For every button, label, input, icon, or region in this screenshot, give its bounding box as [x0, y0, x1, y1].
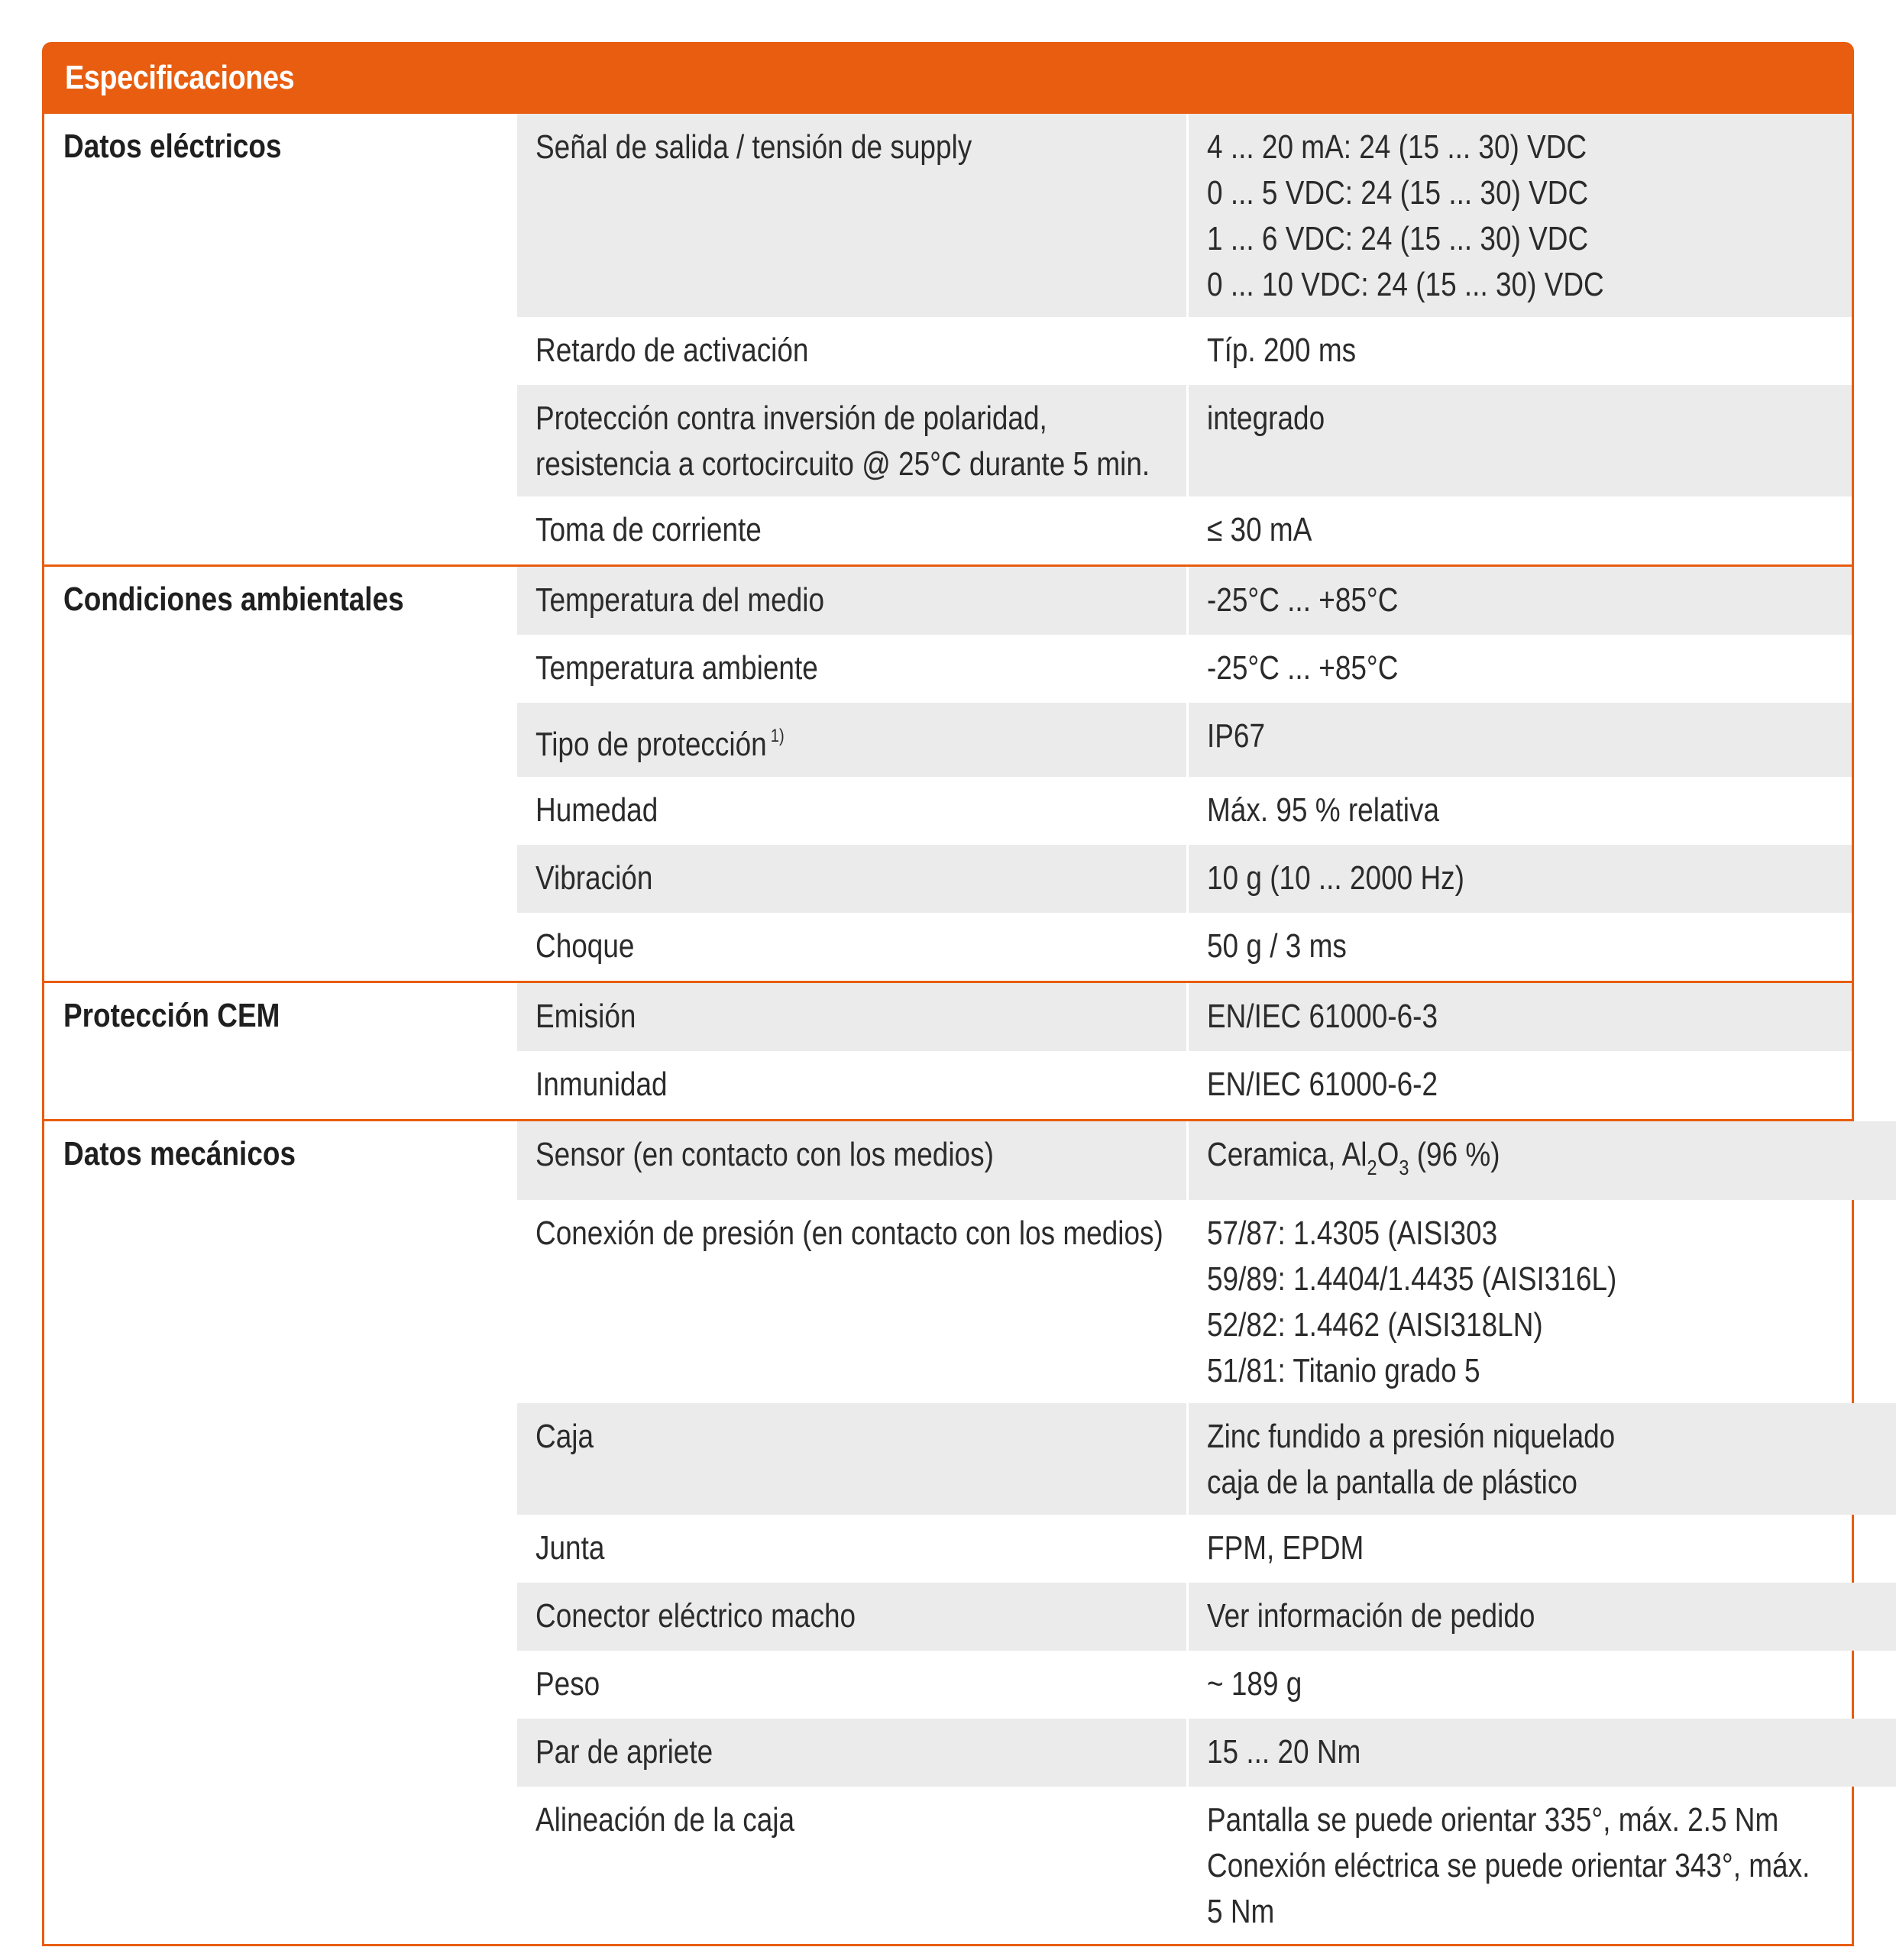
spec-label-text: Retardo de activación — [535, 332, 809, 369]
spec-label-text: Conexión de presión (en contacto con los medios) — [535, 1214, 1163, 1252]
spec-value-line: Típ. 200 ms — [1207, 332, 1357, 369]
subscript-text: 2 — [1367, 1156, 1377, 1179]
spec-value-line: 59/89: 1.4404/1.4435 (AISI316L) — [1207, 1260, 1617, 1298]
spec-value-text: Ceramica, Al — [1207, 1136, 1367, 1173]
spec-label-line — [535, 855, 1082, 901]
spec-label-line — [535, 1797, 1082, 1843]
spec-label — [517, 567, 1186, 635]
spec-label-text: Tipo de protección — [535, 726, 767, 763]
spec-value — [1189, 1121, 1896, 1200]
table-row — [517, 845, 1852, 913]
table-row — [517, 114, 1852, 317]
spec-value — [1189, 703, 1852, 777]
spec-value — [1189, 1787, 1896, 1944]
spec-value — [1189, 567, 1852, 635]
spec-value-line: 52/82: 1.4462 (AISI318LN) — [1207, 1306, 1543, 1344]
spec-label-line — [535, 396, 1082, 441]
spec-label — [517, 1583, 1186, 1651]
spec-value-line: 0 ... 5 VDC: 24 (15 ... 30) VDC — [1207, 174, 1589, 212]
spec-label-text: Inmunidad — [535, 1066, 668, 1103]
specifications-table — [42, 42, 1854, 1946]
spec-label-line — [535, 1132, 1082, 1178]
spec-value-line: integrado — [1207, 399, 1325, 437]
spec-label-text: Caja — [535, 1418, 594, 1455]
section-rows — [517, 567, 1852, 981]
spec-label-line — [535, 1525, 1082, 1571]
spec-label — [517, 496, 1186, 564]
spec-label — [517, 1651, 1186, 1719]
table-row — [517, 1583, 1896, 1651]
spec-label-line — [535, 1729, 1082, 1775]
table-row — [517, 1651, 1896, 1719]
spec-value-line: ≤ 30 mA — [1207, 511, 1312, 548]
spec-label-text: Conector eléctrico macho — [535, 1597, 856, 1635]
section-title — [44, 114, 517, 564]
table-row — [517, 1051, 1852, 1119]
spec-label-text: Choque — [535, 927, 635, 965]
section-title — [44, 983, 517, 1119]
spec-value — [1189, 114, 1852, 317]
spec-value — [1189, 317, 1852, 385]
spec-value-line: Máx. 95 % relativa — [1207, 791, 1440, 829]
spec-label — [517, 1403, 1186, 1515]
spec-label-text: Peso — [535, 1665, 600, 1703]
subscript-text: 3 — [1399, 1156, 1409, 1179]
spec-value-line: caja de la pantalla de plástico — [1207, 1464, 1577, 1501]
spec-label-line — [535, 1593, 1082, 1639]
spec-label — [517, 1051, 1186, 1119]
spec-label-text: Temperatura del medio — [535, 581, 825, 619]
spec-label — [517, 1200, 1186, 1403]
spec-label — [517, 913, 1186, 981]
spec-value-line: Ver información de pedido — [1207, 1597, 1535, 1635]
spec-label — [517, 1719, 1186, 1787]
spec-value — [1189, 1583, 1896, 1651]
spec-section — [44, 114, 1852, 564]
section-rows — [517, 983, 1852, 1119]
spec-label — [517, 1121, 1186, 1200]
spec-label — [517, 845, 1186, 913]
spec-label-text: Temperatura ambiente — [535, 649, 818, 687]
spec-label-line — [535, 1062, 1082, 1108]
table-row — [517, 703, 1852, 777]
spec-value-text: O — [1377, 1136, 1399, 1173]
spec-label-line — [535, 923, 1082, 969]
spec-value-line: 0 ... 10 VDC: 24 (15 ... 30) VDC — [1207, 266, 1604, 303]
spec-label-line — [535, 994, 1082, 1040]
table-row — [517, 317, 1852, 385]
spec-label-line — [535, 788, 1082, 833]
spec-label-line — [535, 577, 1082, 623]
spec-value-line: 51/81: Titanio grado 5 — [1207, 1352, 1480, 1389]
section-title-text: Datos eléctricos — [63, 128, 282, 165]
spec-value-line: FPM, EPDM — [1207, 1529, 1364, 1567]
table-row — [517, 1719, 1896, 1787]
table-title: Especificaciones — [65, 59, 295, 96]
spec-value — [1189, 635, 1852, 703]
spec-value — [1189, 1200, 1896, 1403]
spec-label-text: Señal de salida / tensión de supply — [535, 128, 972, 166]
spec-value-line: 1 ... 6 VDC: 24 (15 ... 30) VDC — [1207, 220, 1589, 257]
section-title — [44, 567, 517, 981]
spec-value — [1189, 845, 1852, 913]
spec-value — [1189, 1403, 1896, 1515]
section-title-text: Condiciones ambientales — [63, 581, 404, 618]
spec-label-text: resistencia a cortocircuito @ 25°C durante 5 min. — [535, 445, 1150, 483]
spec-label-text: Junta — [535, 1529, 605, 1567]
spec-value-line: -25°C ... +85°C — [1207, 581, 1399, 619]
table-row — [517, 1787, 1896, 1944]
spec-value-line: 4 ... 20 mA: 24 (15 ... 30) VDC — [1207, 128, 1587, 166]
table-row — [517, 913, 1852, 981]
spec-value-text: (96 %) — [1409, 1136, 1500, 1173]
spec-label-text: Par de apriete — [535, 1733, 713, 1771]
table-row — [517, 983, 1852, 1051]
spec-label — [517, 114, 1186, 317]
table-row — [517, 1403, 1896, 1515]
spec-value-line: EN/IEC 61000-6-3 — [1207, 998, 1438, 1035]
spec-label-line — [535, 713, 1082, 768]
spec-value — [1189, 1051, 1852, 1119]
spec-label-text: Protección contra inversión de polaridad, — [535, 399, 1047, 437]
spec-label-line — [535, 1661, 1082, 1707]
table-row — [517, 567, 1852, 635]
spec-value-line: -25°C ... +85°C — [1207, 649, 1399, 687]
spec-value-line — [1207, 1132, 1810, 1191]
spec-label — [517, 635, 1186, 703]
spec-label-line — [535, 125, 1082, 170]
table-row — [517, 1121, 1896, 1200]
spec-section — [44, 564, 1852, 981]
spec-label-text: Toma de corriente — [535, 511, 762, 548]
section-title-text: Protección CEM — [63, 997, 280, 1034]
spec-label — [517, 317, 1186, 385]
spec-value — [1189, 777, 1852, 845]
spec-value-line: Zinc fundido a presión niquelado — [1207, 1418, 1616, 1455]
spec-label-line — [535, 328, 1082, 374]
spec-value-line: IP67 — [1207, 717, 1266, 755]
section-rows — [517, 114, 1852, 564]
spec-label — [517, 1515, 1186, 1583]
spec-label-line — [535, 645, 1082, 691]
spec-section — [44, 981, 1852, 1119]
spec-label-line — [535, 1414, 1082, 1460]
table-row — [517, 1200, 1896, 1403]
spec-label — [517, 983, 1186, 1051]
spec-value-line: 15 ... 20 Nm — [1207, 1733, 1361, 1771]
spec-label-text: Alineación de la caja — [535, 1801, 795, 1839]
spec-value — [1189, 1719, 1896, 1787]
spec-value — [1189, 913, 1852, 981]
spec-label — [517, 777, 1186, 845]
table-body — [44, 114, 1852, 1944]
spec-value — [1189, 496, 1852, 564]
spec-value-line: Conexión eléctrica se puede orientar 343°, máx. — [1207, 1847, 1810, 1884]
spec-section — [44, 1119, 1852, 1944]
spec-label-text: Vibración — [535, 859, 653, 897]
spec-value-line: 5 Nm — [1207, 1893, 1275, 1930]
table-row — [517, 777, 1852, 845]
table-row — [517, 385, 1852, 496]
spec-value-line: ~ 189 g — [1207, 1665, 1302, 1703]
spec-label — [517, 703, 1186, 777]
spec-label-text: Emisión — [535, 998, 636, 1035]
section-title-text: Datos mecánicos — [63, 1135, 296, 1172]
spec-value-line: 10 g (10 ... 2000 Hz) — [1207, 859, 1464, 897]
spec-label-line — [535, 1211, 1163, 1257]
table-header — [42, 42, 1854, 114]
spec-label-text: Sensor (en contacto con los medios) — [535, 1136, 994, 1173]
spec-label-text: Humedad — [535, 791, 658, 829]
spec-label-line — [535, 441, 1150, 487]
spec-value-line: 57/87: 1.4305 (AISI303 — [1207, 1214, 1498, 1252]
section-title — [44, 1121, 517, 1944]
spec-value-line: EN/IEC 61000-6-2 — [1207, 1066, 1438, 1103]
spec-value-line: Pantalla se puede orientar 335°, máx. 2.5 Nm — [1207, 1801, 1779, 1839]
spec-value — [1189, 983, 1852, 1051]
spec-value — [1189, 1651, 1896, 1719]
table-row — [517, 635, 1852, 703]
spec-label — [517, 1787, 1186, 1944]
spec-value — [1189, 1515, 1896, 1583]
spec-label — [517, 385, 1186, 496]
spec-label-line — [535, 507, 1082, 553]
table-row — [517, 1515, 1896, 1583]
spec-value — [1189, 385, 1852, 496]
section-rows — [517, 1121, 1896, 1944]
table-row — [517, 496, 1852, 564]
spec-value-line: 50 g / 3 ms — [1207, 927, 1347, 965]
footnote-marker: 1) — [770, 726, 785, 746]
